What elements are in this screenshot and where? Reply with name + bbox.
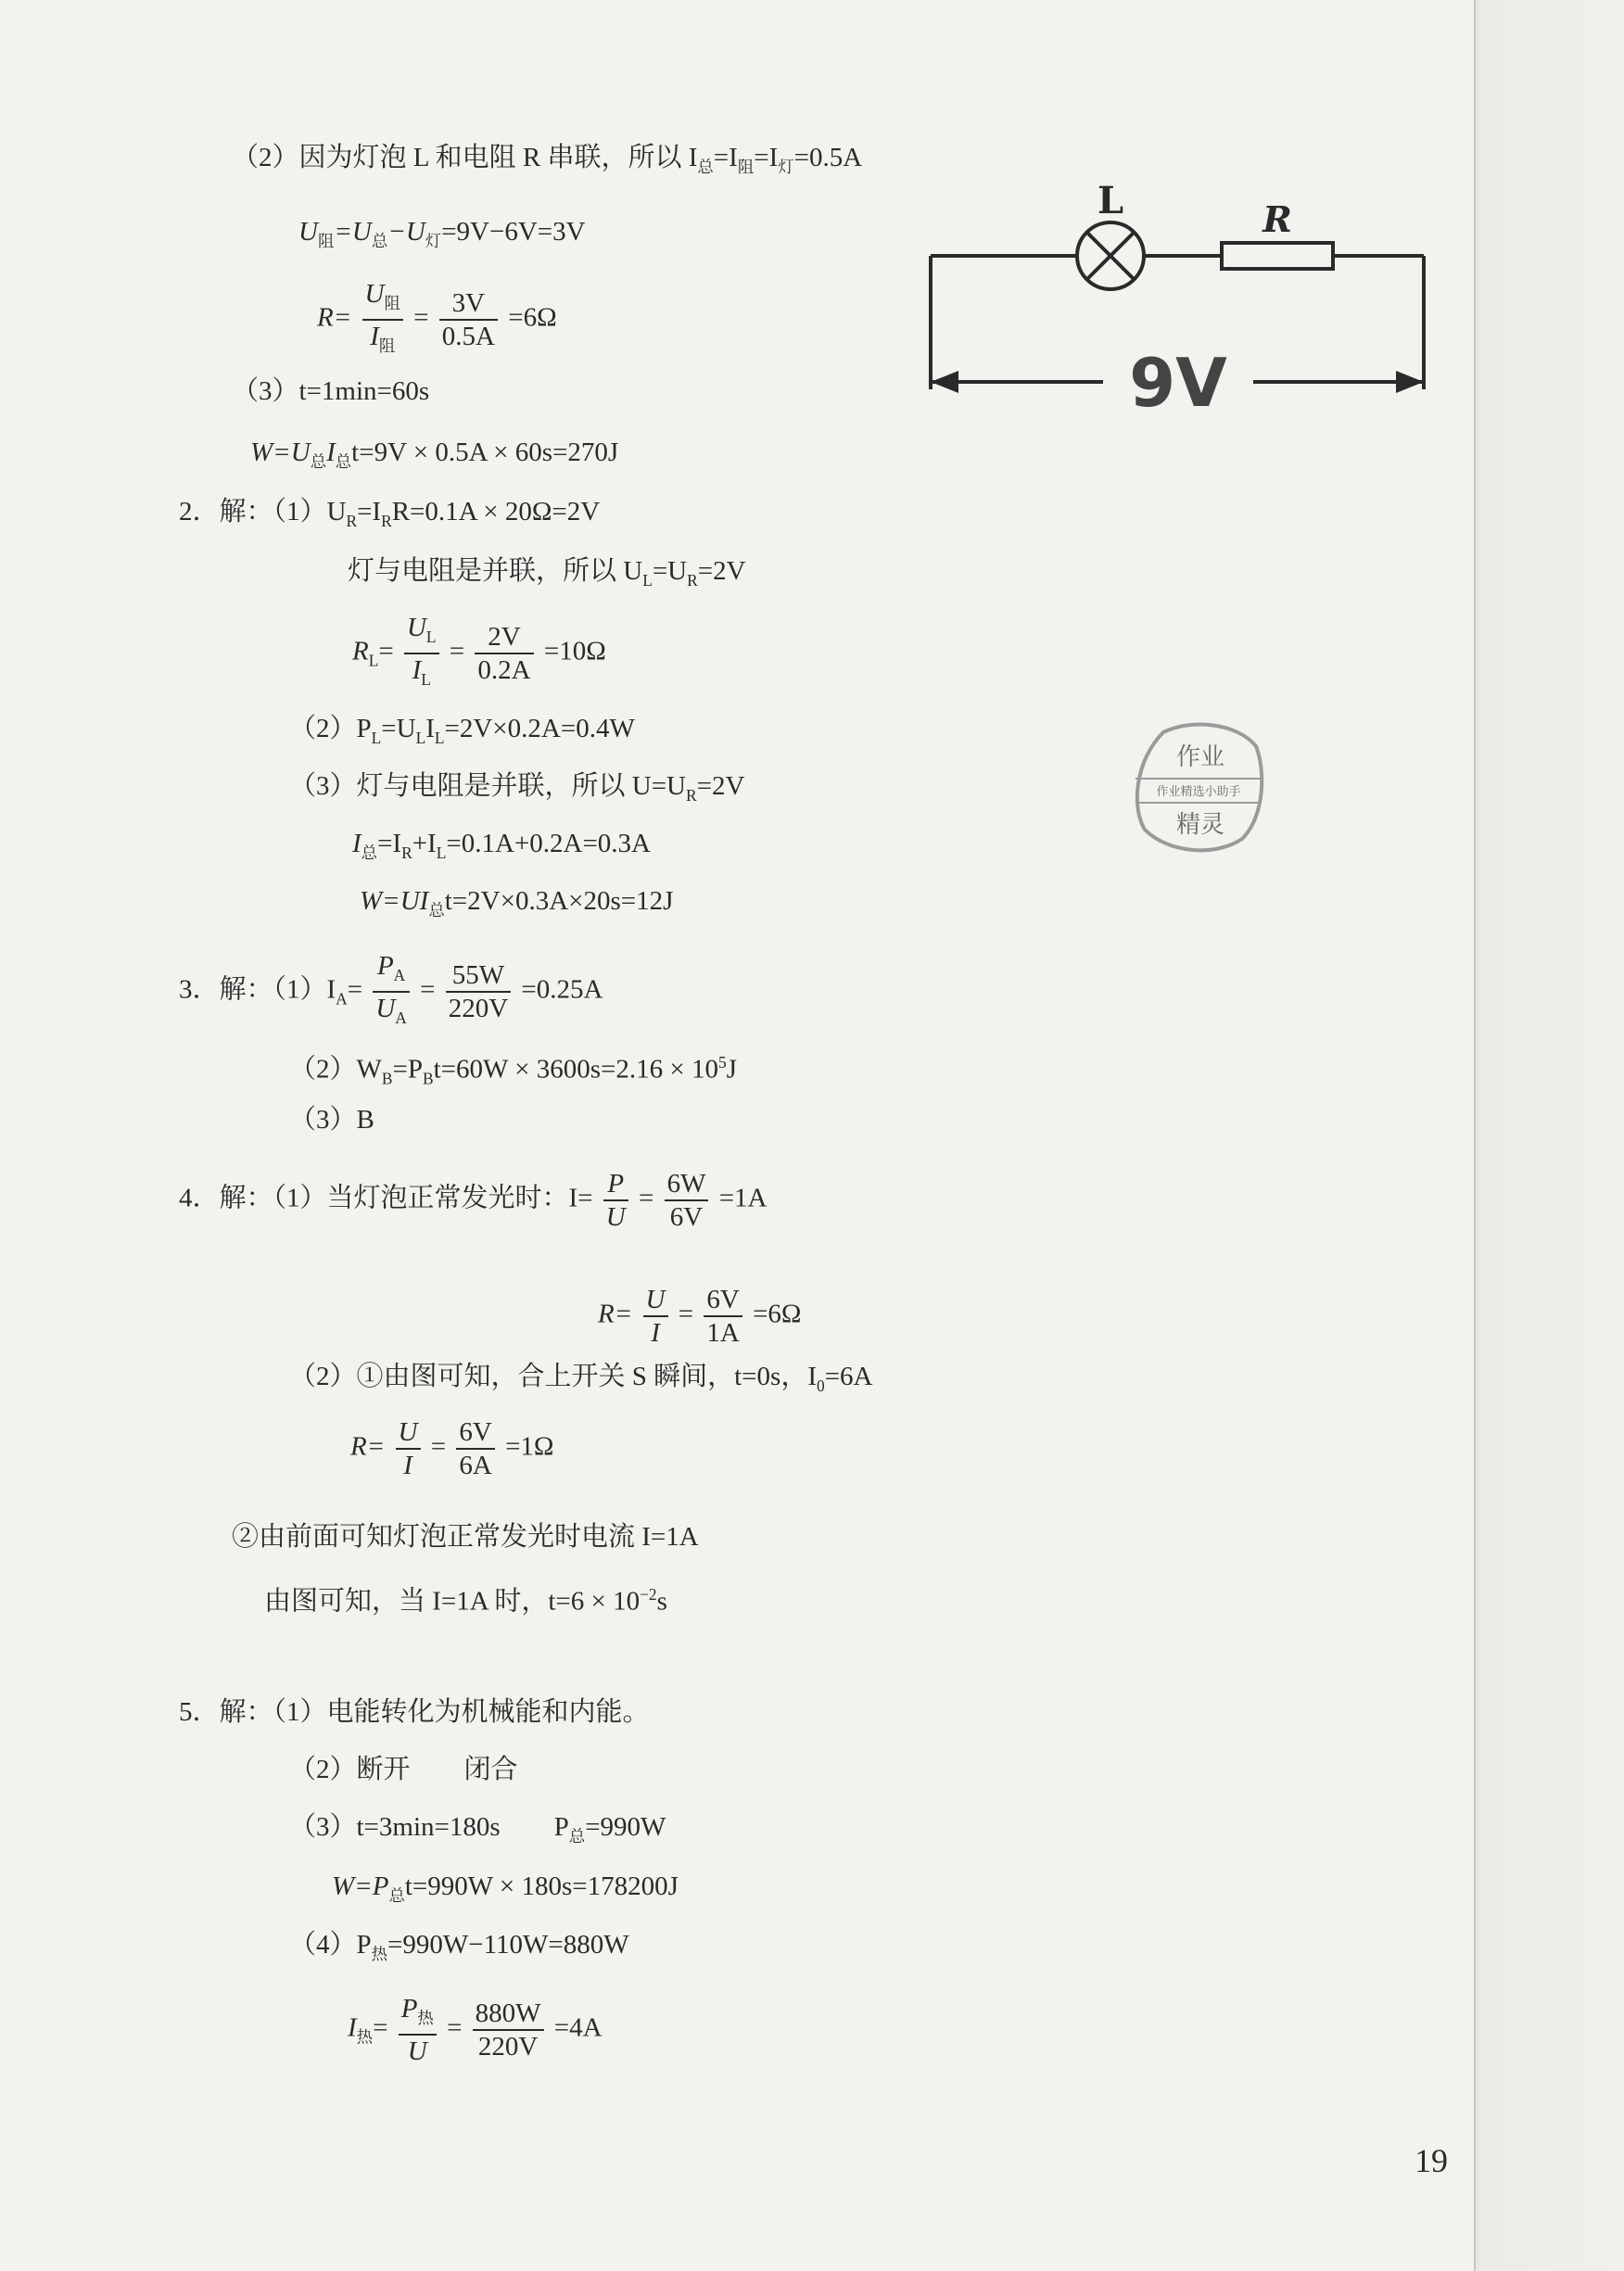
answer-line: （2）①由图可知，合上开关 S 瞬间，t=0s，$I_0=6A$: [289, 1362, 873, 1395]
page-edge: [1474, 0, 1624, 2271]
formula-line: 3．解：$(1)I_A=$ $\frac{P_A}{U_A}$ = $\frac{55W}{220V}$ =0.25A: [179, 950, 603, 1034]
answer-line: $W=P_总t=990W \times 180s=178200J$: [332, 1871, 679, 1905]
formula-line: R= $\frac{U}{I}$ = $\frac{6V}{6A}$ =1Ω: [350, 1417, 554, 1480]
answer-line: 由图可知，当 I=1A 时，$t=6 \times 10^{-2}s$: [264, 1585, 667, 1617]
fraction: $\frac{U_阻}{I_阻}$: [362, 278, 403, 362]
page-number: 19: [1415, 2142, 1448, 2179]
answer-line: $(2)P_L=U_LI_L=2V\times 0.2A=0.4W$: [289, 714, 635, 747]
answer-line: （3）灯与电阻是并联，所以 $U=U_R=2V$: [289, 771, 745, 805]
answer-line: 灯与电阻是并联，所以 $U_L=U_R=2V$: [348, 556, 746, 590]
formula-line: $I_热=$ $\frac{P_热}{U}$ = $\frac{880W}{220V}$ =4A: [348, 1994, 603, 2066]
arrow-left-icon: [931, 371, 958, 393]
answer-line: $(4)P_热=990W-110W=880W$: [289, 1930, 629, 1963]
circuit-diagram: [918, 185, 1437, 417]
stamp-text: 作业: [1175, 743, 1225, 771]
answer-line: $(2)W_B=P_Bt=60W \times 3600s=2.16 \times 10^5J$: [289, 1053, 737, 1088]
answer-line: ②由前面可知灯泡正常发光时电流 I=1A: [232, 1522, 699, 1552]
answer-line: 2．解：$(1)U_R=I_RR=0.1A \times 20\Omega=2V$: [179, 497, 601, 530]
answer-line: $W=U_总I_总t=9V \times 0.5A \times 60s=270J$: [250, 438, 619, 471]
fraction: $\frac{6W}{6V}$: [665, 1168, 709, 1233]
fraction: $\frac{2V}{0.2A}$: [475, 621, 533, 686]
fraction: $\frac{U_L}{I_L}$: [404, 612, 439, 695]
fraction: $\frac{P_热}{U}$: [399, 1993, 437, 2067]
lamp-label: L: [1097, 185, 1124, 222]
fraction: $\frac{U}{I}$: [643, 1284, 668, 1349]
answer-line: $I_总=I_R+I_L=0.1A+0.2A=0.3A$: [352, 829, 651, 862]
fraction: $\frac{U}{I}$: [396, 1416, 421, 1481]
arrow-right-icon: [1396, 371, 1424, 393]
answer-line: $W=UI_总t=2V\times 0.3A\times 20s=12J$: [360, 886, 674, 920]
answer-line: $U_阻=U_总-U_灯=9V-6V=3V$: [298, 217, 586, 250]
formula-line: R= $\frac{U_阻}{I_阻}$ = $\frac{3V}{0.5A}$ =6Ω: [317, 278, 557, 362]
fraction: $\frac{P_A}{U_A}$: [373, 950, 410, 1034]
fraction: $\frac{6V}{6A}$: [456, 1416, 494, 1481]
resistor-icon: [1222, 243, 1333, 269]
fraction: $\frac{P}{U}$: [603, 1168, 628, 1233]
answer-line: （3）B: [289, 1105, 374, 1135]
fraction: $\frac{6V}{1A}$: [704, 1284, 742, 1349]
answer-line: （2）因为灯泡 L 和电阻 R 串联，所以 $I_总=I_阻=I_灯=0.5A$: [232, 143, 863, 176]
voltage-label: 9V: [1129, 344, 1227, 417]
fraction: $\frac{3V}{0.5A}$: [439, 287, 498, 352]
formula-line: R= $\frac{U}{I}$ = $\frac{6V}{1A}$ =6Ω: [598, 1285, 802, 1348]
answer-line: （2）断开 闭合: [289, 1755, 518, 1784]
answer-line: （3）t=1min=60s: [232, 376, 430, 406]
watermark-stamp: [1126, 714, 1270, 862]
fraction: $\frac{880W}{220V}$: [473, 1998, 544, 2062]
stamp-text: 作业精选小助手: [1156, 785, 1241, 799]
resistor-label: R: [1262, 198, 1292, 240]
stamp-text: 精灵: [1175, 811, 1225, 839]
fraction: $\frac{55W}{220V}$: [446, 959, 511, 1024]
answer-line: 5．解：（1）电能转化为机械能和内能。: [179, 1697, 650, 1727]
formula-line: $R_L=$ $\frac{U_L}{I_L}$ = $\frac{2V}{0.2A}$ =10Ω: [352, 612, 606, 695]
formula-line: 4．解：（1）当灯泡正常发光时：I= $\frac{P}{U}$ = $\frac{6W}{6V}$ =1A: [179, 1169, 768, 1232]
answer-line: （3）t=3min=180s $P_总=990W$: [289, 1812, 666, 1846]
